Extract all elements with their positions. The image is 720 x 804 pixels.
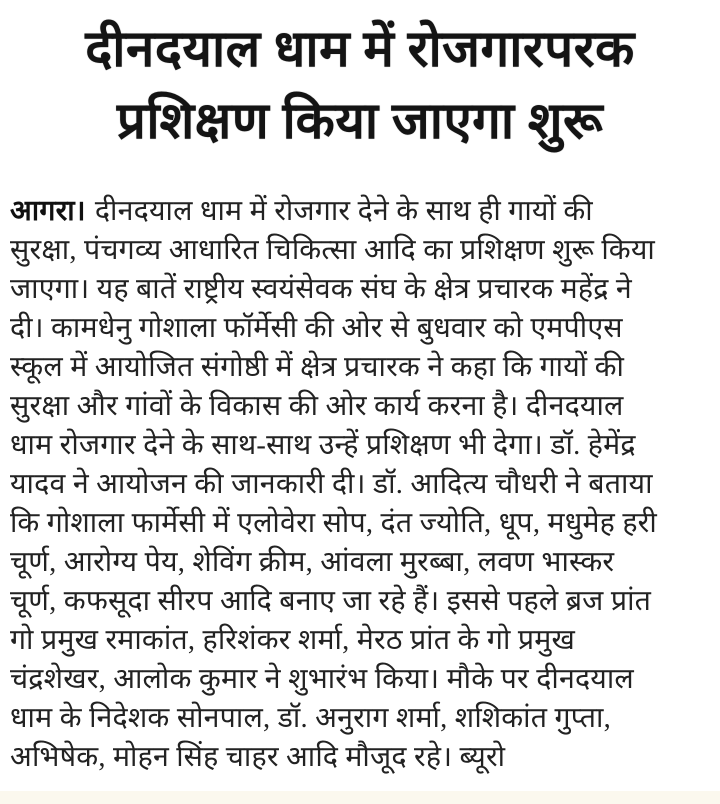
article-headline bbox=[0, 14, 720, 158]
headline-line-2: प्रशिक्षण किया जाएगा शुरू bbox=[116, 94, 604, 150]
body-line bbox=[10, 192, 712, 231]
body-line-text: दीनदयाल धाम में रोजगार देने के साथ ही गायों की bbox=[94, 196, 593, 228]
body-line: चंद्रशेखर, आलोक कुमार ने शुभारंभ किया। मौके पर दीनदयाल bbox=[10, 664, 634, 696]
body-line: गो प्रमुख रमाकांत, हरिशंकर शर्मा, मेरठ प्रांत के गो प्रमुख bbox=[10, 625, 576, 657]
body-line: जाएगा। यह बातें राष्ट्रीय स्वयंसेवक संघ के क्षेत्र प्रचारक महेंद्र ने bbox=[10, 274, 632, 306]
body-line: चूर्ण, आरोग्य पेय, शेविंग क्रीम, आंवला मुरब्बा, लवण भास्कर bbox=[10, 547, 615, 579]
headline-line-1: दीनदयाल धाम में रोजगारपरक bbox=[85, 22, 635, 78]
body-line: सुरक्षा, पंचगव्य आधारित चिकित्सा आदि का प्रशिक्षण शुरू किया bbox=[10, 235, 655, 267]
body-line: धाम रोजगार देने के साथ-साथ उन्हें प्रशिक्षण भी देगा। डॉ. हेमेंद्र bbox=[10, 430, 636, 462]
body-line: कि गोशाला फार्मेसी में एलोवेरा सोप, दंत ज्योति, धूप, मधुमेह हरी bbox=[10, 508, 657, 540]
body-line: धाम के निदेशक सोनपाल, डॉ. अनुराग शर्मा, शशिकांत गुप्ता, bbox=[10, 703, 611, 735]
body-line: स्कूल में आयोजित संगोष्ठी में क्षेत्र प्रचारक ने कहा कि गायों की bbox=[10, 352, 625, 384]
page-edge-strip bbox=[0, 791, 720, 804]
body-line: चूर्ण, कफसूदा सीरप आदि बनाए जा रहे हैं। इससे पहले ब्रज प्रांत bbox=[10, 586, 652, 618]
body-line: यादव ने आयोजन की जानकारी दी। डॉ. आदित्य चौधरी ने बताया bbox=[10, 469, 653, 501]
body-line: अभिषेक, मोहन सिंह चाहर आदि मौजूद रहे। ब्यूरो bbox=[10, 742, 506, 774]
body-line: सुरक्षा और गांवों के विकास की ओर कार्य करना है। दीनदयाल bbox=[10, 391, 624, 423]
dateline: आगरा। bbox=[10, 196, 86, 228]
body-line: दी। कामधेनु गोशाला फॉर्मेसी की ओर से बुधवार को एमपीएस bbox=[10, 313, 623, 345]
article-body bbox=[10, 192, 712, 777]
